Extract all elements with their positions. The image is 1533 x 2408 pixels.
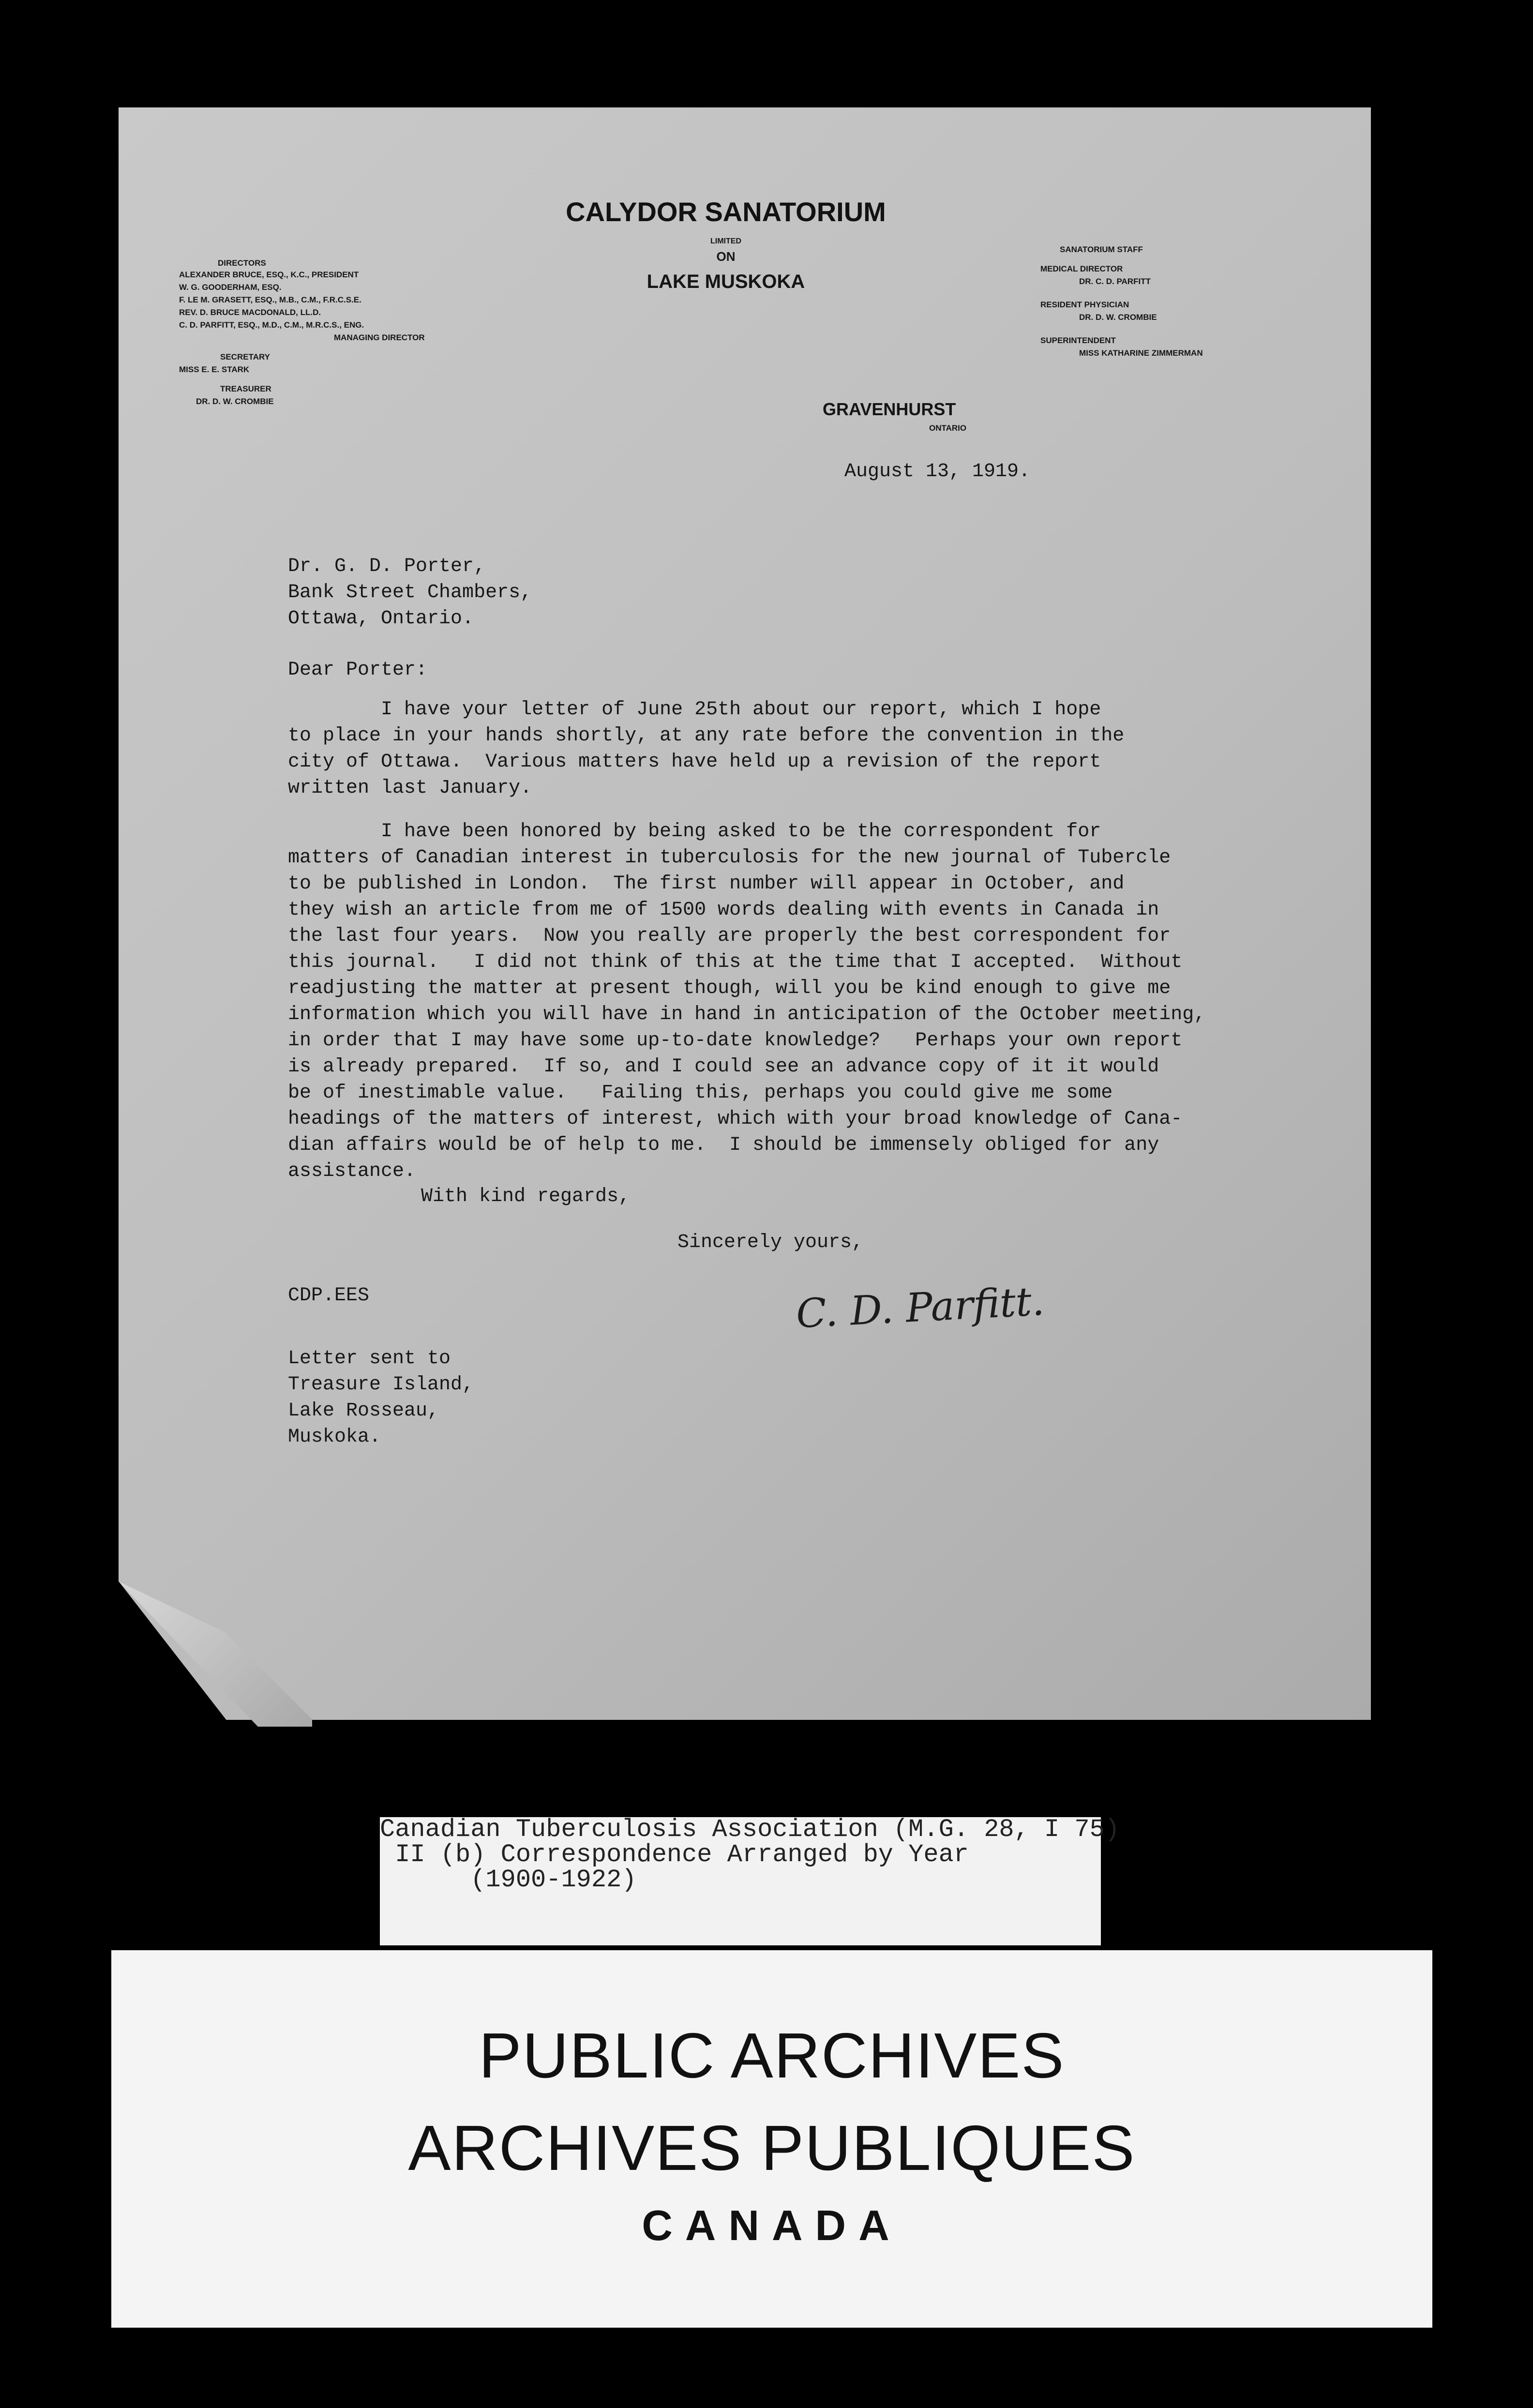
signature: C. D. Parfitt. — [795, 1278, 1046, 1338]
director-line-3: F. LE M. GRASETT, ESQ., M.B., C.M., F.R.C.S.E. — [179, 295, 361, 304]
staff-line-4: DR. D. W. CROMBIE — [1079, 313, 1157, 322]
staff-line-1: MEDICAL DIRECTOR — [1040, 264, 1123, 273]
salutation: Dear Porter: — [288, 659, 428, 681]
paragraph-2-line-12: headings of the matters of interest, which with your broad knowledge of Cana- — [288, 1108, 1183, 1130]
staff-line-2: DR. C. D. PARFITT — [1079, 277, 1151, 286]
paragraph-2-line-13: dian affairs would be of help to me. I should be immensely obliged for any — [288, 1134, 1159, 1156]
catalog-line-1: Canadian Tuberculosis Association (M.G. 28, I 75) — [380, 1815, 1120, 1844]
director-line-2: W. G. GOODERHAM, ESQ. — [179, 283, 282, 292]
paragraph-1-line-1: I have your letter of June 25th about our report, which I hope — [288, 699, 1101, 721]
staff-line-3: RESIDENT PHYSICIAN — [1040, 300, 1129, 309]
paragraph-2-line-1: I have been honored by being asked to be the correspondent for — [288, 821, 1101, 843]
note-line-4: Muskoka. — [288, 1426, 381, 1448]
paragraph-1-line-2: to place in your hands shortly, at any rate before the convention in the — [288, 725, 1125, 747]
archives-line-country: CANADA — [642, 2201, 902, 2249]
paragraph-2-line-6: this journal. I did not think of this at the time that I accepted. Without — [288, 951, 1183, 973]
paragraph-1-line-4: written last January. — [288, 777, 532, 799]
paragraph-2-line-9: in order that I may have some up-to-date knowledge? Perhaps your own report — [288, 1030, 1183, 1052]
staff-line-5: SUPERINTENDENT — [1040, 336, 1116, 345]
secretary-name: MISS E. E. STARK — [179, 365, 250, 374]
closing-regards: With kind regards, — [421, 1186, 631, 1207]
letter-date: August 13, 1919. — [844, 461, 1031, 482]
archives-line-english: PUBLIC ARCHIVES — [479, 2020, 1065, 2091]
note-line-1: Letter sent to — [288, 1348, 451, 1370]
paragraph-2-line-8: information which you will have in hand in anticipation of the October meeting, — [288, 1004, 1206, 1025]
director-line-4: REV. D. BRUCE MACDONALD, LL.D. — [179, 308, 321, 317]
note-line-2: Treasure Island, — [288, 1374, 474, 1396]
archives-line-french: ARCHIVES PUBLIQUES — [408, 2112, 1136, 2183]
catalog-line-2: II (b) Correspondence Arranged by Year — [380, 1840, 969, 1869]
paragraph-2-line-4: they wish an article from me of 1500 words dealing with events in Canada in — [288, 899, 1159, 921]
directors-heading: DIRECTORS — [218, 258, 266, 268]
archives-banner — [111, 1950, 1432, 2328]
letterhead-province: ONTARIO — [929, 423, 967, 433]
address-line-1: Dr. G. D. Porter, — [288, 556, 486, 577]
paragraph-2-line-3: to be published in London. The first number will appear in October, and — [288, 873, 1125, 895]
secretary-heading: SECRETARY — [220, 352, 270, 361]
typist-initials: CDP.EES — [288, 1285, 370, 1307]
paragraph-1-line-3: city of Ottawa. Various matters have held up a revision of the report — [288, 751, 1101, 773]
letterhead-limited: LIMITED — [710, 237, 741, 245]
catalog-card — [380, 1815, 1120, 1945]
director-line-5: C. D. PARFITT, ESQ., M.D., C.M., M.R.C.S., ENG. — [179, 320, 364, 330]
paragraph-2-line-7: readjusting the matter at present though, will you be kind enough to give me — [288, 978, 1171, 999]
treasurer-name: DR. D. W. CROMBIE — [196, 397, 274, 406]
paragraph-2-line-10: is already prepared. If so, and I could see an advance copy of it it would — [288, 1056, 1159, 1078]
paragraph-2 — [288, 819, 1256, 1185]
staff-line-6: MISS KATHARINE ZIMMERMAN — [1079, 348, 1203, 358]
director-line-6: MANAGING DIRECTOR — [334, 333, 425, 342]
paragraph-2-line-14: assistance. — [288, 1160, 416, 1182]
staff-heading: SANATORIUM STAFF — [1060, 245, 1143, 254]
treasurer-heading: TREASURER — [220, 384, 271, 393]
catalog-line-3: (1900-1922) — [380, 1866, 637, 1894]
address-line-2: Bank Street Chambers, — [288, 582, 532, 603]
paragraph-1 — [288, 697, 1256, 801]
paragraph-2-line-5: the last four years. Now you really are properly the best correspondent for — [288, 925, 1171, 947]
letterhead-city: GRAVENHURST — [823, 399, 956, 419]
paragraph-2-line-11: be of inestimable value. Failing this, perhaps you could give me some — [288, 1082, 1113, 1104]
letterhead-location: LAKE MUSKOKA — [646, 271, 805, 292]
note-line-3: Lake Rosseau, — [288, 1400, 439, 1422]
paragraph-2-line-2: matters of Canadian interest in tuberculosis for the new journal of Tubercle — [288, 847, 1171, 869]
letterhead-on: ON — [716, 249, 736, 264]
director-line-1: ALEXANDER BRUCE, ESQ., K.C., PRESIDENT — [179, 270, 359, 279]
letterhead-name: CALYDOR SANATORIUM — [566, 196, 886, 227]
closing-sincerely: Sincerely yours, — [677, 1232, 864, 1253]
address-line-3: Ottawa, Ontario. — [288, 608, 474, 630]
